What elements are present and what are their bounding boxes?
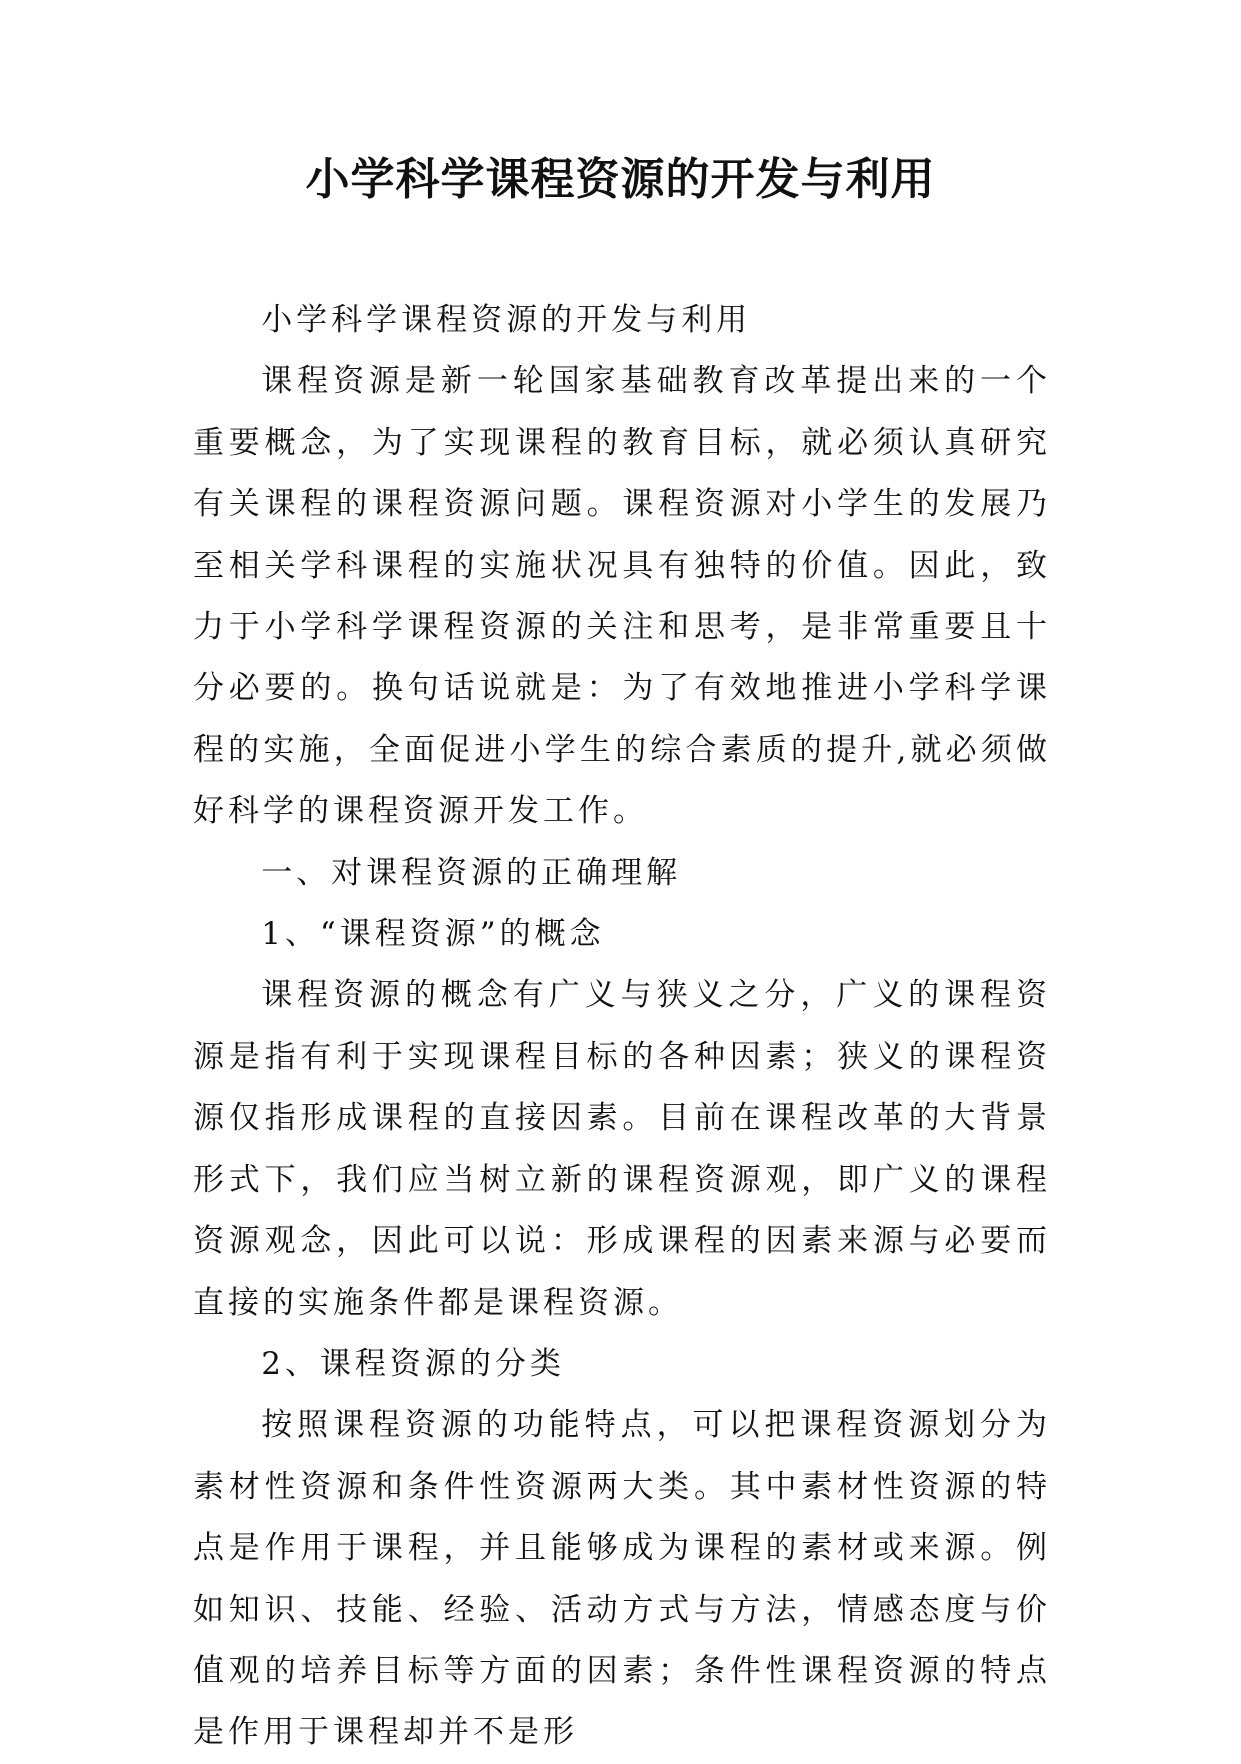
- paragraph-intro: 课程资源是新一轮国家基础教育改革提出来的一个重要概念，为了实现课程的教育目标，就必须认真研究有关课程的课程资源问题。课程资源对小学生的发展乃至相关学科课程的实施状况具有独特的价值。因此，致力于小学科学课程资源的关注和思考，是非常重要且十分必要的。换句话说就是：为了有效地推进小学科学课程的实施，全面促进小学生的综合素质的提升,就必须做好科学的课程资源开发工作。: [193, 363, 1051, 830]
- paragraph-classification: 按照课程资源的功能特点，可以把课程资源划分为素材性资源和条件性资源两大类。其中素材性资源的特点是作用于课程，并且能够成为课程的素材或来源。例如知识、技能、经验、活动方式与方法，情感态度与价值观的培养目标等方面的因素；条件性课程资源的特点是作用于课程却并不是形: [193, 1407, 1051, 1751]
- document-title: 小学科学课程资源的开发与利用: [305, 154, 936, 205]
- subsection-heading-2: 2、课程资源的分类: [261, 1345, 565, 1382]
- section-heading-1: 一、对课程资源的正确理解: [261, 854, 682, 891]
- document-subtitle: 小学科学课程资源的开发与利用: [261, 302, 752, 338]
- document-body: [193, 290, 1051, 1764]
- paragraph-concept: 课程资源的概念有广义与狭义之分，广义的课程资源是指有利于实现课程目标的各种因素；狭义的课程资源仅指形成课程的直接因素。目前在课程改革的大背景形式下，我们应当树立新的课程资源观，即广义的课程资源观念，因此可以说：形成课程的因素来源与必要而直接的实施条件都是课程资源。: [193, 977, 1051, 1321]
- subsection-heading-1: 1、“课程资源”的概念: [261, 916, 605, 953]
